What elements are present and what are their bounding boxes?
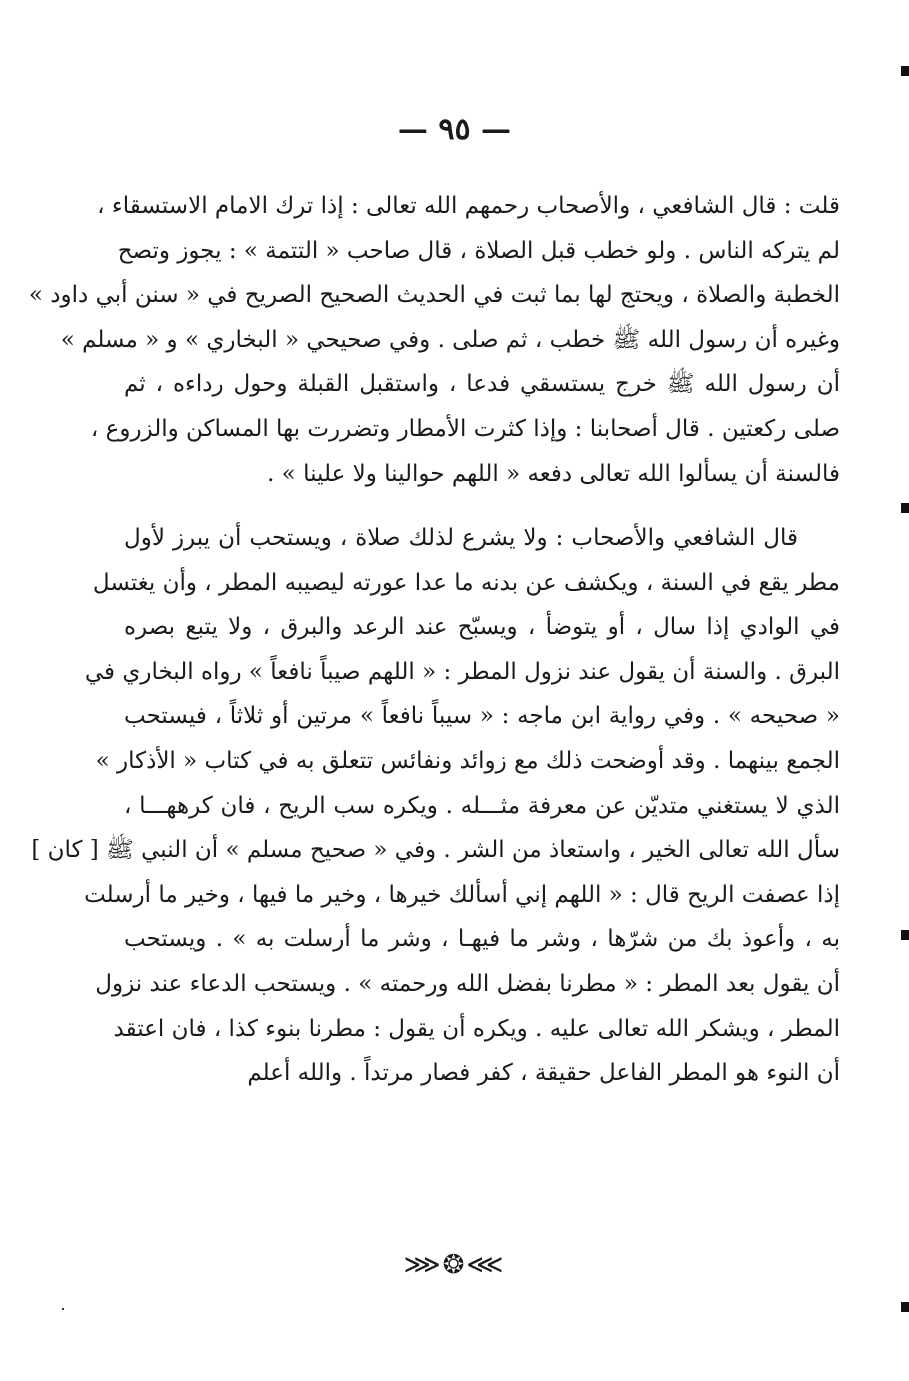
- text-line: أن يقول بعد المطر : « مطرنا بفضل الله ورحمته » . ويستحب الدعاء عند نزول: [95, 970, 840, 997]
- text-line: في الوادي إذا سال ، أو يتوضأ ، ويسبّح عند الرعد والبرق ، ولا يتبع بصره: [124, 614, 840, 641]
- ornament-divider: ⋙❂⋘: [403, 1250, 506, 1280]
- paragraph-1: [28, 184, 840, 496]
- text-line: قلت : قال الشافعي ، والأصحاب رحمهم الله تعالى : إذا ترك الامام الاستسقاء ،: [97, 193, 840, 219]
- text-line: فالسنة أن يسألوا الله تعالى دفعه « اللهم حوالينا ولا علينا » .: [267, 460, 840, 487]
- scan-edge-mark: [901, 503, 909, 513]
- text-line: أن النوء هو المطر الفاعل حقيقة ، كفر فصار مرتداً . والله أعلم: [247, 1060, 840, 1087]
- scan-edge-mark: [901, 66, 909, 76]
- scan-edge-mark: [901, 930, 909, 940]
- text-line: البرق . والسنة أن يقول عند نزول المطر : « اللهم صيباً نافعاً » رواه البخاري في: [84, 658, 840, 685]
- text-line: إذا عصفت الريح قال : « اللهم إني أسألك خيرها ، وخير ما فيها ، وخير ما أرسلت: [84, 881, 840, 908]
- text-line: الجمع بينهما . وقد أوضحت ذلك مع زوائد ونفائس تتعلق به في كتاب « الأذكار »: [95, 747, 840, 774]
- text-line: صلى ركعتين . قال أصحابنا : وإذا كثرت الأمطار وتضررت بها المساكن والزروع ،: [90, 415, 840, 442]
- text-line: أن رسول الله ﷺ خرج يستسقي فدعا ، واستقبل القبلة وحول رداءه ، ثم: [124, 371, 840, 398]
- text-line: لم يتركه الناس . ولو خطب قبل الصلاة ، قال صاحب « التتمة » : يجوز وتصح: [117, 237, 840, 264]
- text-line: مطر يقع في السنة ، ويكشف عن بدنه ما عدا عورته ليصيبه المطر ، وأن يغتسل: [92, 569, 840, 596]
- text-line: قال الشافعي والأصحاب : ولا يشرع لذلك صلاة ، ويستحب أن يبرز لأول: [124, 525, 798, 551]
- text-line: المطر ، ويشكر الله تعالى عليه . ويكره أن يقول : مطرنا بنوء كذا ، فان اعتقد: [113, 1015, 840, 1042]
- scan-edge-mark: [901, 1302, 909, 1312]
- text-line: وغيره أن رسول الله ﷺ خطب ، ثم صلى . وفي صحيحي « البخاري » و « مسلم »: [60, 326, 840, 353]
- text-line: الذي لا يستغني متديّن عن معرفة مثـــله . ويكره سب الريح ، فان كرههـــا ،: [124, 792, 840, 819]
- text-line: الخطبة والصلاة ، ويحتج لها بما ثبت في الحديث الصحيح الصريح في « سنن أبي داود »: [28, 282, 840, 309]
- scan-dust-dot: [62, 1308, 64, 1310]
- text-line: سأل الله تعالى الخير ، واستعاذ من الشر . وفي « صحيح مسلم » أن النبي ﷺ [ كان ]: [31, 837, 840, 864]
- text-line: به ، وأعوذ بك من شرّها ، وشر ما فيهـا ، وشر ما أرسلت به » . ويستحب: [124, 926, 840, 953]
- page-number: — ٩٥ —: [397, 112, 512, 147]
- text-line: « صحيحه » . وفي رواية ابن ماجه : « سيباً نافعاً » مرتين أو ثلاثاً ، فيستحب: [124, 703, 840, 730]
- paragraph-2: [31, 516, 840, 1096]
